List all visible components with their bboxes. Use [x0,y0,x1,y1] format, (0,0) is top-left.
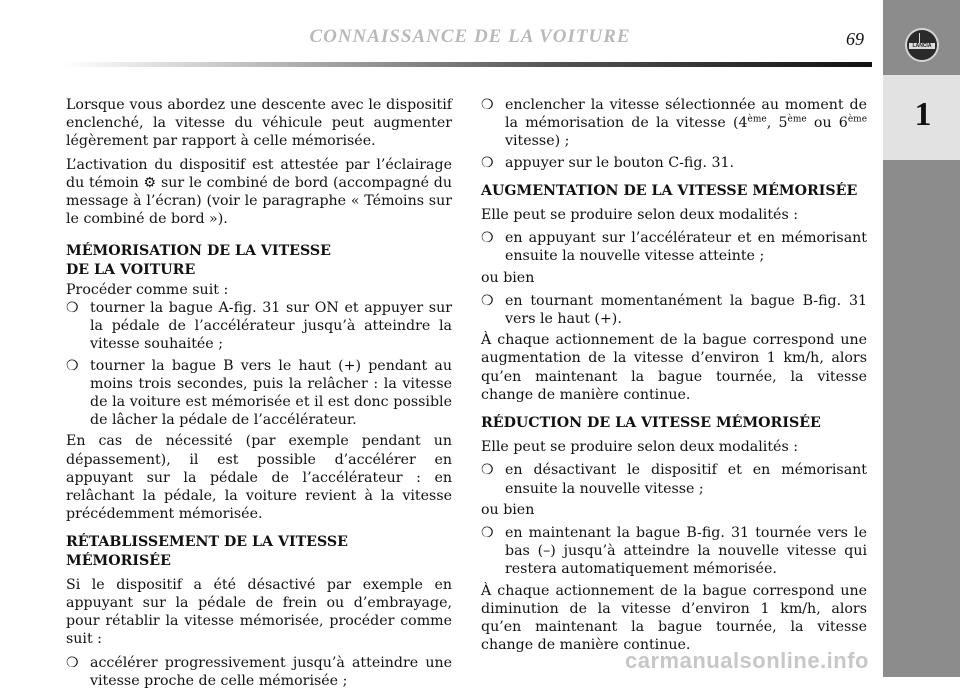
body-paragraph: À chaque actionnement de la bague correspond une augmentation de la vitesse d’environ 1 km/h, alors qu’en maintenant la bague tournée, la vitesse change de manière continue. [481,332,867,403]
body-paragraph: Elle peut se produire selon deux modalités : [481,439,799,456]
header-rule [64,62,872,67]
body-paragraph: ou bien [481,269,535,286]
list-item-text: tourner la bague A-fig. 31 sur ON et appuyer sur la pédale de l’accélérateur jusqu’à atteindre la vitesse souhaitée ; [90,300,452,353]
heading-line: DE LA VOITURE [66,261,196,278]
section-heading: RÉTABLISSEMENT DE LA VITESSE MÉMORISÉE [66,534,348,569]
left-column [66,96,452,693]
page-header-title: CONNAISSANCE DE LA VOITURE [309,26,631,47]
section-heading [66,242,452,278]
list-item [481,154,867,172]
page-number: 69 [846,29,864,49]
body-paragraph: Elle peut se produire selon deux modalités : [481,207,799,224]
bullet-icon: ❍ [481,154,494,171]
body-paragraph: ou bien [481,501,535,518]
list-item-text: appuyer sur le bouton C-fig. 31. [505,154,735,171]
list-item-text: en maintenant la bague B-fig. 31 tournée vers le bas (–) jusqu’à atteindre la nouvelle vitesse qui restera automatiquement mémorisée. [505,525,867,578]
list-item-text: en appuyant sur l’accélérateur et en mémorisant ensuite la nouvelle vitesse atteinte ; [505,230,867,265]
intro-paragraph: L’activation du dispositif est attestée par l’éclairage du témoin ⚙ sur le combiné de bord (accompagné du message à l’écran) (voir le paragraphe « Témoins sur le combiné de bord »). [66,156,452,228]
list-item [481,96,867,151]
list-item [481,524,867,579]
bullet-icon: ❍ [481,230,494,247]
heading-line: MÉMORISATION DE LA VITESSE [66,243,331,260]
body-paragraph: Procéder comme suit : [66,281,229,298]
list-item [481,292,867,328]
list-item [481,229,867,265]
bullet-icon: ❍ [481,97,494,113]
list-item-text: accélérer progressivement jusqu’à atteindre une vitesse proche de celle mémorisée ; [90,654,452,689]
chapter-number: 1 [914,96,932,133]
bullet-icon: ❍ [66,654,79,671]
list-item-text: en tournant momentanément la bague B-fig. 31 vers le haut (+). [505,292,867,328]
bullet-icon: ❍ [481,292,494,309]
body-paragraph: À chaque actionnement de la bague correspond une diminution de la vitesse d’environ 1 km/h, alors qu’en maintenant la bague tournée, la vitesse change de manière continue. [481,582,867,654]
list-item [66,299,452,354]
bullet-icon: ❍ [481,525,494,542]
list-item [481,461,867,497]
bullet-icon: ❍ [66,357,79,374]
intro-paragraph: Lorsque vous abordez une descente avec le dispositif enclenché, la vitesse du véhicule peut augmenter légèrement par rapport à celle mémorisée. [66,97,452,150]
body-paragraph: Si le dispositif a été désactivé par exemple en appuyant sur la pédale de frein ou d’embrayage, pour rétablir la vitesse mémorisée, procéder comme suit : [66,576,452,648]
right-column [481,96,867,659]
lancia-logo-icon [905,28,939,62]
list-item [66,654,452,690]
list-item-text: en désactivant le dispositif et en mémorisant ensuite la nouvelle vitesse ; [505,462,867,497]
section-heading: AUGMENTATION DE LA VITESSE MÉMORISÉE [481,182,858,199]
list-item-text: enclencher la vitesse sélectionnée au moment de la mémorisation de la vitesse (4ème, 5ème ou 6ème vitesse) ; [505,97,868,150]
bullet-icon: ❍ [66,300,79,317]
watermark-text: carmanualsonline.info [625,648,869,673]
bullet-icon: ❍ [481,462,494,479]
list-item [66,357,452,430]
section-heading: RÉDUCTION DE LA VITESSE MÉMORISÉE [481,415,821,432]
logo-text: LANCIA [912,43,932,49]
list-item-text: tourner la bague B vers le haut (+) pendant au moins trois secondes, puis la relâcher : la vitesse de la voiture est mémorisée et il est donc possible de lâcher la pédale de l’accélérateur. [90,357,452,429]
body-paragraph: En cas de nécessité (par exemple pendant un dépassement), il est possible d’accélérer en appuyant sur la pédale de l’accélérateur : en relâchant la pédale, la voiture revient à la vitesse précédemment mémorisée. [66,433,452,523]
